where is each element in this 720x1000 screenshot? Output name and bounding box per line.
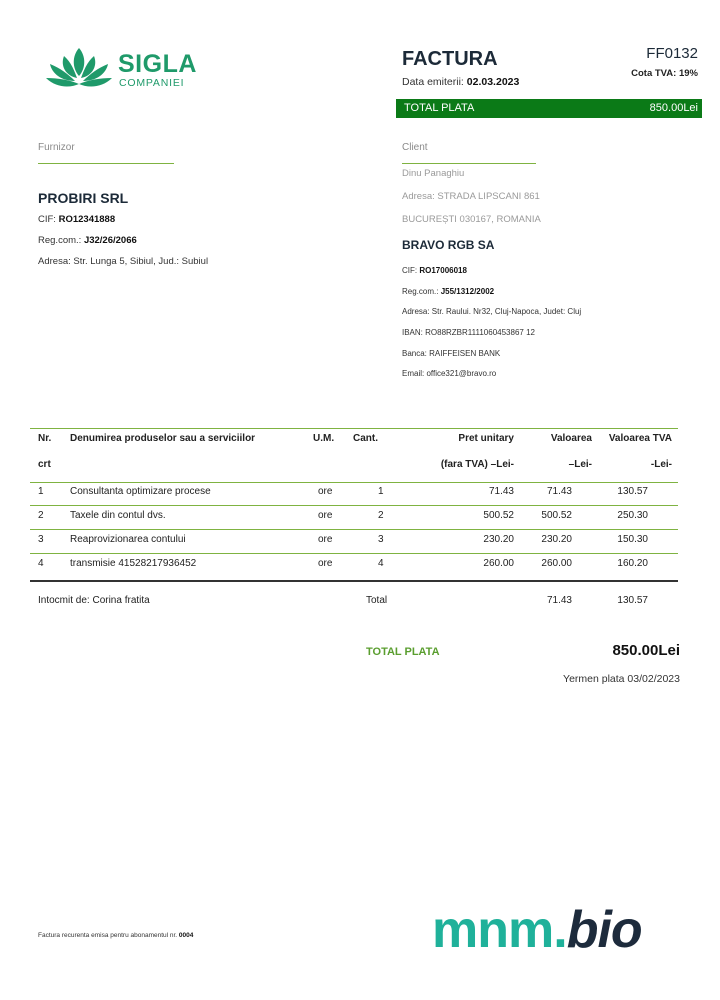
client-contact: Dinu Panaghiu bbox=[402, 168, 465, 179]
prepared-by: Intocmit de: Corina fratita bbox=[38, 595, 150, 606]
supplier-cif-label: CIF: bbox=[38, 214, 56, 225]
cell-nr: 3 bbox=[38, 534, 44, 545]
client-reg-value: J55/1312/2002 bbox=[440, 287, 495, 296]
summary-total-value: 850.00Lei bbox=[612, 642, 680, 659]
supplier-label: Furnizor bbox=[38, 142, 75, 153]
table-header-line bbox=[30, 482, 678, 483]
client-reg-label: Reg.com.: bbox=[402, 287, 439, 296]
supplier-reg-label: Reg.com.: bbox=[38, 235, 82, 246]
brand-watermark bbox=[432, 900, 642, 960]
footer-note bbox=[38, 932, 193, 939]
brand-tail: bio bbox=[566, 901, 642, 959]
client-contact-address: Adresa: STRADA LIPSCANI 861 bbox=[402, 191, 540, 202]
cell-value: 500.52 bbox=[541, 510, 572, 521]
header-vat: Valoarea TVA bbox=[608, 433, 672, 444]
cell-nr: 4 bbox=[38, 558, 44, 569]
cell-vat: 150.30 bbox=[617, 534, 648, 545]
table-row bbox=[30, 486, 678, 502]
client-cif-value: RO17006018 bbox=[419, 266, 467, 275]
cell-vat: 250.30 bbox=[617, 510, 648, 521]
summary-total-label: TOTAL PLATA bbox=[366, 646, 440, 658]
header-qty: Cant. bbox=[353, 433, 378, 444]
brand-main: mnm bbox=[432, 901, 554, 959]
cell-name: transmisie 41528217936452 bbox=[70, 558, 197, 569]
client-reg bbox=[402, 287, 494, 296]
total-bar-value: 850.00Lei bbox=[649, 102, 698, 114]
cell-nr: 1 bbox=[38, 486, 44, 497]
invoice-date-label: Data emiterii: bbox=[402, 76, 464, 88]
total-value: 71.43 bbox=[546, 595, 572, 606]
header-nr: Nr. bbox=[38, 433, 52, 444]
supplier-reg bbox=[38, 235, 137, 246]
cell-um: ore bbox=[318, 534, 333, 545]
table-bottom-line bbox=[30, 580, 678, 582]
header-um: U.M. bbox=[313, 433, 335, 444]
header-price: Pret unitary bbox=[458, 433, 514, 444]
table-top-line bbox=[30, 428, 678, 429]
cell-vat: 130.57 bbox=[617, 486, 648, 497]
cell-name: Consultanta optimizare procese bbox=[70, 486, 211, 497]
supplier-divider bbox=[38, 163, 174, 164]
client-label: Client bbox=[402, 142, 428, 153]
cell-price: 500.52 bbox=[483, 510, 514, 521]
supplier-name: PROBIRI SRL bbox=[38, 190, 129, 206]
invoice-date-value: 02.03.2023 bbox=[466, 76, 520, 88]
header-name: Denumirea produselor sau a serviciilor bbox=[70, 433, 256, 444]
cell-qty: 2 bbox=[378, 510, 384, 521]
cell-value: 230.20 bbox=[541, 534, 572, 545]
footer-note-text: Factura recurenta emisa pentru abonamentul nr. bbox=[38, 932, 178, 939]
cell-qty: 4 bbox=[378, 558, 384, 569]
cell-um: ore bbox=[318, 558, 333, 569]
table-header bbox=[30, 433, 678, 473]
cell-price: 71.43 bbox=[488, 486, 514, 497]
total-vat: 130.57 bbox=[617, 595, 648, 606]
table-row-divider bbox=[30, 553, 678, 554]
payment-term: Yermen plata 03/02/2023 bbox=[563, 673, 680, 685]
total-bar-label: TOTAL PLATA bbox=[404, 102, 475, 114]
cell-value: 260.00 bbox=[541, 558, 572, 569]
table-row-divider bbox=[30, 529, 678, 530]
vat-rate: Cota TVA: 19% bbox=[631, 68, 698, 79]
logo-subtitle: COMPANIEI bbox=[119, 77, 185, 89]
supplier-cif bbox=[38, 214, 115, 225]
client-contact-city: BUCUREȘTI 030167, ROMANIA bbox=[402, 214, 541, 225]
client-iban: IBAN: RO88RZBR1111060453867 12 bbox=[402, 328, 535, 337]
logo-title: SIGLA bbox=[118, 50, 197, 78]
header-value: Valoarea bbox=[550, 433, 592, 444]
client-cif-label: CIF: bbox=[402, 266, 418, 275]
cell-um: ore bbox=[318, 510, 333, 521]
cell-qty: 1 bbox=[378, 486, 384, 497]
header-value-sub: –Lei- bbox=[568, 459, 592, 470]
header-price-sub: (fara TVA) –Lei- bbox=[440, 459, 514, 470]
client-name: BRAVO RGB SA bbox=[402, 238, 495, 252]
supplier-address: Adresa: Str. Lunga 5, Sibiul, Jud.: Subiul bbox=[38, 256, 209, 267]
invoice-date bbox=[402, 76, 519, 88]
table-row bbox=[30, 510, 678, 526]
client-address: Adresa: Str. Raului. Nr32, Cluj-Napoca, Judet: Cluj bbox=[402, 307, 582, 316]
invoice-title: FACTURA bbox=[402, 48, 498, 70]
cell-um: ore bbox=[318, 486, 333, 497]
client-bank: Banca: RAIFFEISEN BANK bbox=[402, 349, 501, 358]
invoice-number: FF0132 bbox=[646, 45, 698, 62]
cell-price: 260.00 bbox=[483, 558, 514, 569]
cell-qty: 3 bbox=[378, 534, 384, 545]
header-vat-sub: -Lei- bbox=[650, 459, 672, 470]
brand-dot: . bbox=[553, 901, 567, 959]
footer-note-number: 0004 bbox=[178, 932, 194, 939]
cell-name: Reaprovizionarea contului bbox=[70, 534, 186, 545]
cell-price: 230.20 bbox=[483, 534, 514, 545]
total-bar bbox=[396, 99, 702, 118]
cell-vat: 160.20 bbox=[617, 558, 648, 569]
client-email: Email: office321@bravo.ro bbox=[402, 369, 497, 378]
cell-nr: 2 bbox=[38, 510, 44, 521]
table-row-divider bbox=[30, 505, 678, 506]
supplier-reg-value: J32/26/2066 bbox=[83, 235, 137, 246]
cell-name: Taxele din contul dvs. bbox=[70, 510, 166, 521]
lotus-logo-icon bbox=[42, 44, 116, 94]
client-cif bbox=[402, 266, 467, 275]
table-row bbox=[30, 558, 678, 574]
table-row bbox=[30, 534, 678, 550]
cell-value: 71.43 bbox=[546, 486, 572, 497]
header-nr-crt: crt bbox=[38, 459, 51, 470]
total-label: Total bbox=[366, 595, 388, 606]
client-divider bbox=[402, 163, 536, 164]
supplier-cif-value: RO12341888 bbox=[58, 214, 116, 225]
table-total-row bbox=[30, 595, 678, 611]
company-logo bbox=[42, 44, 212, 96]
